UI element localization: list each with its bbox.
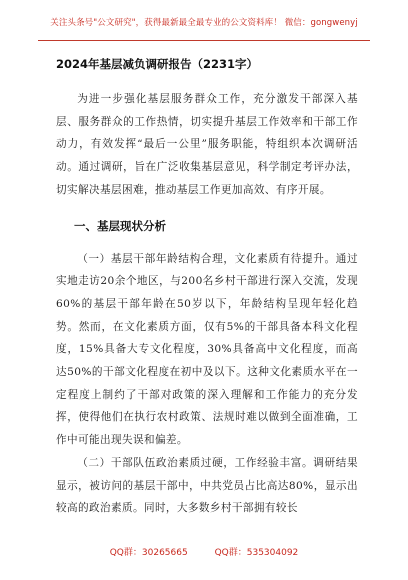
document-title: 2024年基层减负调研报告（2231字）: [56, 57, 259, 71]
paragraph: （一）基层干部年龄结构合理，文化素质有待提升。通过实地走访20余个地区，与200名乡村干部进行深入交流，发现60%的基层干部年龄在50岁以下，年龄结构呈现年轻化趋势。然而，在文化素质方面，仅有5%的干部具备本科文化程度，15%具备大专文化程度，30%具备高中文化程度，而高达50%的干部文化程度在初中及以下。这种文化素质水平在一定程度上制约了干部对政策的深入理解和工作能力的充分发挥，使得他们在执行农村政策、法规时难以做到全面准确，工作中可能出现失误和偏差。: [56, 252, 358, 447]
header-banner: 关注头条号"公文研究"，获得最新最全最专业的公文资料库！ 微信：gongwenyj: [50, 18, 358, 28]
intro-paragraph: 为进一步强化基层服务群众工作，充分激发干部深入基层、服务群众的工作热情，切实提升基层工作效率和干部工作动力，有效发挥“最后一公里”服务职能，特组织本次调研活动。通过调研，旨在广泛收集基层意见，科学制定考评办法，切实解决基层困难，推动基层工作更加高效、有序开展。: [56, 93, 358, 196]
footer-qq-group-2: QQ群：535304092: [214, 548, 299, 558]
section-heading: 一、基层现状分析: [74, 218, 166, 233]
paragraph: （二）干部队伍政治素质过硬，工作经验丰富。调研结果显示，被访问的基层干部中，中共党员占比高达80%，显示出较高的政治素质。同时，大多数乡村干部拥有较长: [56, 456, 358, 515]
document-body: [56, 56, 358, 520]
footer: [0, 545, 408, 558]
header-divider: [38, 40, 370, 41]
footer-qq-group-1: QQ群：30265665: [109, 548, 188, 558]
